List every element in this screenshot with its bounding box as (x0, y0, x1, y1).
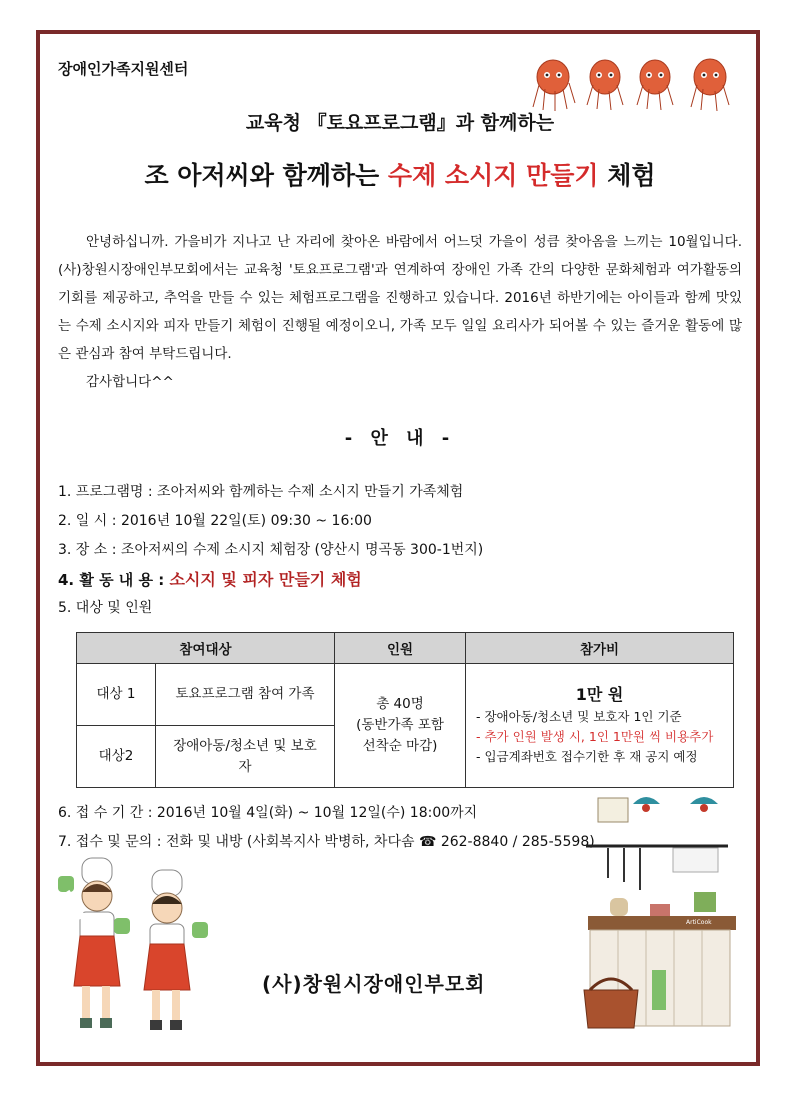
fee-note: - 장애아동/청소년 및 보호자 1인 기준 (476, 708, 682, 724)
info-list (58, 478, 483, 623)
info-label: 2. 일 시 : (58, 513, 121, 529)
title-line1: 교육청 『토요프로그램』과 함께하는 (245, 112, 555, 134)
table-header-fee: 참가비 (466, 633, 734, 664)
table-cell-desc: 장애아동/청소년 및 보호자 (156, 726, 335, 788)
info-value-highlight: 소시지 및 피자 만들기 체험 (169, 570, 362, 589)
table-header-capacity: 인원 (335, 633, 466, 664)
info-value: 조아저씨와 함께하는 수제 소시지 만들기 가족체험 (157, 484, 464, 500)
kitchen-sign: ArtiCook (686, 919, 712, 926)
kitchen-scene-illustration (578, 790, 740, 1040)
info-label: 3. 장 소 : (58, 542, 121, 558)
greeting-body (58, 228, 742, 396)
info-label: 5. 대상 및 인원 (58, 600, 153, 616)
table-cell-capacity (335, 664, 466, 788)
info-item-place (58, 536, 483, 565)
table-cell-fee (466, 664, 734, 788)
info-list-2 (58, 799, 595, 857)
info-value: 2016년 10월 22일(토) 09:30 ~ 16:00 (120, 513, 372, 529)
info-item-target (58, 594, 483, 623)
sausage-characters-illustration (525, 55, 740, 113)
title-line2 (0, 156, 800, 192)
info-item-contact: 7. 접수 및 문의 : 전화 및 내방 (사회복지사 박병하, 차다솜 ☎ 262-8840 / 285-5598) (58, 834, 595, 850)
info-item-date (58, 507, 483, 536)
info-item-program (58, 478, 483, 507)
info-item-activity (58, 565, 483, 594)
title-line2-post: 체험 (598, 161, 656, 190)
chef-kids-illustration (52, 858, 222, 1038)
notice-heading: - 안 내 - (344, 428, 456, 449)
greeting-thanks: 감사합니다^^ (86, 374, 174, 390)
table-header-row (77, 633, 734, 664)
footer-org: (사)창원시장애인부모회 (262, 972, 486, 996)
table-row (77, 664, 734, 726)
capacity-line: (동반가족 포함 (356, 717, 444, 733)
table-header-target: 참여대상 (77, 633, 335, 664)
info-label: 1. 프로그램명 : (58, 484, 158, 500)
info-label: 4. 활 동 내 용 : (58, 571, 170, 589)
header-org: 장애인가족지원센터 (58, 60, 189, 78)
participants-table (76, 632, 734, 788)
fee-note-highlight: - 추가 인원 발생 시, 1인 1만원 씩 비용추가 (476, 728, 714, 744)
table-cell-target: 대상 1 (77, 664, 156, 726)
fee-amount: 1만 원 (575, 684, 624, 704)
title-line2-pre: 조 아저씨와 함께하는 (144, 161, 388, 190)
fee-note: - 입금계좌번호 접수기한 후 재 공지 예정 (476, 748, 698, 764)
capacity-line: 총 40명 (376, 696, 424, 712)
info-value: 조아저씨의 수제 소시지 체험장 (양산시 명곡동 300-1번지) (120, 542, 484, 558)
greeting-paragraph: 안녕하십니까. 가을비가 지나고 난 자리에 찾아온 바람에서 어느덧 가을이 성큼 찾아옴을 느끼는 10월입니다. (사)창원시장애인부모회에서는 교육청 '토요프로그램'과 연계하여 장애인 가족 간의 다양한 문화체험과 여가활동의 기회를 제공하고, 추억을 만들 수 있는 체험프로그램을 진행하고 있습니다. 2016년 하반기에는 아이들과 함께 맛있는 수제 소시지와 피자 만들기 체험이 진행될 예정이오니, 가족 모두 일일 요리사가 되어볼 수 있는 즐거운 활동에 많은 관심과 참여 부탁드립니다. (58, 234, 742, 362)
info-item-period: 6. 접 수 기 간 : 2016년 10월 4일(화) ~ 10월 12일(수) 18:00까지 (58, 805, 478, 821)
title-line2-highlight: 수제 소시지 만들기 (387, 161, 599, 190)
table-cell-desc: 토요프로그램 참여 가족 (156, 664, 335, 726)
table-cell-target: 대상2 (77, 726, 156, 788)
capacity-line: 선착순 마감) (362, 738, 438, 754)
